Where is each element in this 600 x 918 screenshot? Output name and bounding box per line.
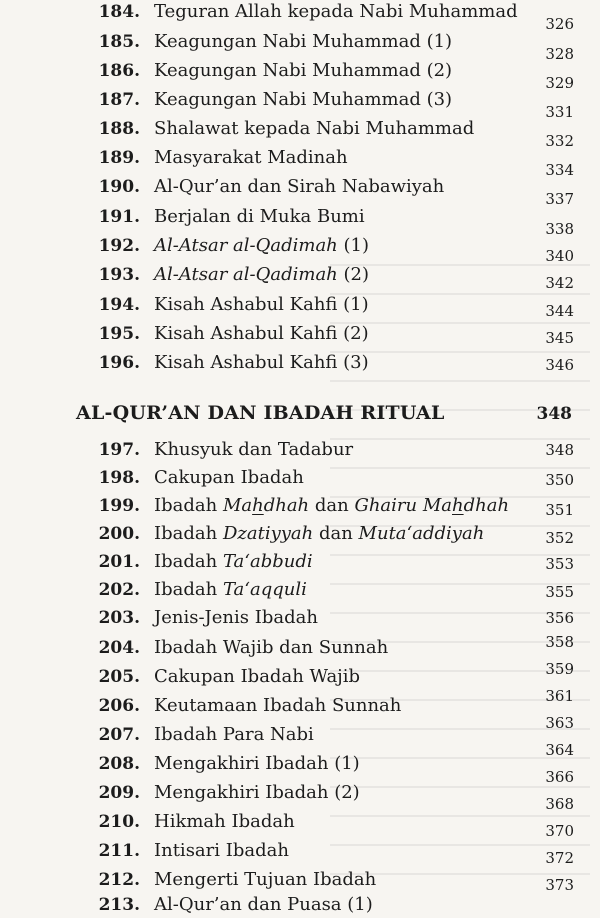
entry-title: Kisah Ashabul Kahfi (2) xyxy=(154,323,369,344)
entry-title: Kisah Ashabul Kahfi (3) xyxy=(154,352,369,373)
entry-page: 334 xyxy=(545,161,574,179)
entry-number: 185. xyxy=(98,32,140,52)
entry-number: 197. xyxy=(98,440,140,460)
entry-page: 337 xyxy=(545,190,574,208)
entry-page: 331 xyxy=(545,103,574,121)
entry-title: Mengakhiri Ibadah (1) xyxy=(154,753,360,774)
entry-page: 351 xyxy=(545,501,574,519)
toc-entry-196 xyxy=(0,351,600,379)
entry-title-underlined: h xyxy=(252,495,264,516)
entry-title: Jenis-Jenis Ibadah xyxy=(154,607,318,628)
entry-page: 352 xyxy=(545,529,574,547)
entry-title xyxy=(154,234,369,258)
entry-page: 342 xyxy=(545,274,574,292)
toc-entry-205 xyxy=(0,660,600,693)
toc-entry-207 xyxy=(0,714,600,751)
entry-number: 200. xyxy=(98,524,140,544)
entry-page: 373 xyxy=(545,876,574,894)
entry-title-part: Ghairu Ma xyxy=(354,495,452,516)
entry-page: 359 xyxy=(545,660,574,678)
entry-title: Al-Qur’an dan Sirah Nabawiyah xyxy=(154,176,445,197)
entry-title-part: Ibadah xyxy=(154,523,223,544)
entry-number: 213. xyxy=(98,895,140,915)
entry-title: Keagungan Nabi Muhammad (3) xyxy=(154,89,453,110)
toc-entry-197 xyxy=(0,438,600,466)
entry-page: 372 xyxy=(545,849,574,867)
entry-title: Mengakhiri Ibadah (2) xyxy=(154,782,360,803)
toc-entry-202 xyxy=(0,578,600,606)
entry-number: 187. xyxy=(98,90,140,110)
entry-title-part: Ma xyxy=(222,495,253,516)
toc-entry-208 xyxy=(0,741,600,780)
entry-page: 350 xyxy=(545,471,574,489)
entry-title: Intisari Ibadah xyxy=(154,840,289,861)
entry-title-italic: Ta‘abbudi xyxy=(222,551,313,572)
entry-title-suffix: (1) xyxy=(337,235,369,256)
entry-number: 209. xyxy=(98,783,140,803)
entry-title-part: dan xyxy=(313,523,359,544)
entry-title: Masyarakat Madinah xyxy=(154,147,348,168)
entry-title-italic: Al-Atsar al-Qadimah xyxy=(154,264,338,285)
entry-number: 210. xyxy=(98,812,140,832)
entry-number: 186. xyxy=(98,61,140,81)
entry-title: Keagungan Nabi Muhammad (1) xyxy=(154,31,453,52)
toc-entry-209 xyxy=(0,768,600,809)
entry-title: Mengerti Tujuan Ibadah xyxy=(154,869,377,890)
entry-title-part: dan xyxy=(309,495,355,516)
toc-entry-201 xyxy=(0,550,600,578)
entry-title: Cakupan Ibadah Wajib xyxy=(154,666,361,687)
toc-entry-184 xyxy=(0,0,600,33)
entry-title: Keutamaan Ibadah Sunnah xyxy=(154,695,402,716)
entry-number: 193. xyxy=(98,265,140,285)
toc-entry-195 xyxy=(0,322,600,350)
entry-title-part: Ibadah xyxy=(154,579,223,600)
entry-title-italic: Ta‘aqquli xyxy=(222,579,307,600)
entry-page: 353 xyxy=(545,555,574,573)
entry-title: Ibadah Wajib dan Sunnah xyxy=(154,637,389,658)
entry-title xyxy=(154,494,509,518)
entry-number: 192. xyxy=(98,236,140,256)
entry-page: 328 xyxy=(545,45,574,63)
toc-entry-186 xyxy=(0,59,600,92)
entry-page: 356 xyxy=(545,609,574,627)
entry-page: 332 xyxy=(545,132,574,150)
entry-number: 211. xyxy=(98,841,140,861)
entry-number: 212. xyxy=(98,870,140,890)
entry-title-part: Ibadah xyxy=(154,551,223,572)
toc-entry-200 xyxy=(0,522,600,550)
entry-title: Berjalan di Muka Bumi xyxy=(154,206,365,227)
entry-number: 188. xyxy=(98,119,140,139)
entry-title-italic xyxy=(354,495,509,516)
entry-page: 363 xyxy=(545,714,574,732)
entry-title-italic: Dzatiyyah xyxy=(222,523,314,544)
entry-page: 361 xyxy=(545,687,574,705)
entry-page: 366 xyxy=(545,768,574,786)
entry-page: 326 xyxy=(545,15,574,33)
toc-entry-194 xyxy=(0,293,600,321)
toc-entry-191 xyxy=(0,205,600,238)
toc-entry-192 xyxy=(0,234,600,265)
entry-page: 340 xyxy=(545,247,574,265)
entry-number: 184. xyxy=(98,2,140,22)
section-title: AL-QUR’AN DAN IBADAH RITUAL xyxy=(76,402,445,424)
entry-title-part: dhah xyxy=(463,495,510,516)
entry-page: 338 xyxy=(545,220,574,238)
entry-page: 345 xyxy=(545,329,574,347)
entry-number: 205. xyxy=(98,667,140,687)
entry-number: 201. xyxy=(98,552,140,572)
toc-entry-188 xyxy=(0,117,600,150)
toc-entry-190 xyxy=(0,175,600,208)
entry-number: 196. xyxy=(98,353,140,373)
entry-number: 199. xyxy=(98,496,140,516)
entry-title: Khusyuk dan Tadabur xyxy=(154,439,354,460)
entry-title: Shalawat kepada Nabi Muhammad xyxy=(154,118,475,139)
entry-number: 198. xyxy=(98,468,140,488)
entry-number: 190. xyxy=(98,177,140,197)
entry-page: 329 xyxy=(545,74,574,92)
entry-title xyxy=(154,578,307,602)
entry-number: 204. xyxy=(98,638,140,658)
entry-title-part: Ibadah xyxy=(154,495,223,516)
entry-title-underlined: h xyxy=(452,495,464,516)
entry-title-italic: Al-Atsar al-Qadimah xyxy=(154,235,338,256)
entry-title xyxy=(154,522,484,546)
toc-entry-198 xyxy=(0,466,600,494)
entry-title: Kisah Ashabul Kahfi (1) xyxy=(154,294,369,315)
toc-entry-204 xyxy=(0,633,600,664)
entry-page: 348 xyxy=(545,441,574,459)
entry-number: 202. xyxy=(98,580,140,600)
section-heading xyxy=(76,400,596,430)
entry-title-suffix: (2) xyxy=(337,264,369,285)
entry-title-italic: Muta‘addiyah xyxy=(358,523,485,544)
toc-entry-193 xyxy=(0,263,600,291)
entry-number: 208. xyxy=(98,754,140,774)
toc-entry-199 xyxy=(0,494,600,522)
entry-number: 191. xyxy=(98,207,140,227)
toc-entry-210 xyxy=(0,795,600,838)
toc-entry-206 xyxy=(0,687,600,722)
entry-page: 368 xyxy=(545,795,574,813)
entry-page: 370 xyxy=(545,822,574,840)
entry-number: 206. xyxy=(98,696,140,716)
entry-title: Ibadah Para Nabi xyxy=(154,724,314,745)
entry-number: 203. xyxy=(98,608,140,628)
entry-title: Teguran Allah kepada Nabi Muhammad xyxy=(154,1,518,22)
entry-number: 194. xyxy=(98,295,140,315)
entry-title xyxy=(154,550,313,574)
entry-title: Keagungan Nabi Muhammad (2) xyxy=(154,60,453,81)
entry-number: 195. xyxy=(98,324,140,344)
entry-title-part: dhah xyxy=(263,495,310,516)
entry-page: 344 xyxy=(545,302,574,320)
toc-entry-185 xyxy=(0,30,600,63)
toc-entry-187 xyxy=(0,88,600,121)
toc-entry-189 xyxy=(0,146,600,179)
entry-title: Hikmah Ibadah xyxy=(154,811,295,832)
entry-title xyxy=(154,263,369,287)
entry-title-italic xyxy=(223,495,309,516)
toc-entry-203 xyxy=(0,606,600,634)
entry-page: 358 xyxy=(545,633,574,651)
section-page: 348 xyxy=(536,404,572,424)
entry-title: Cakupan Ibadah xyxy=(154,467,304,488)
entry-title: Al-Qur’an dan Puasa (1) xyxy=(154,894,373,915)
entry-number: 207. xyxy=(98,725,140,745)
entry-page: 346 xyxy=(545,356,574,374)
entry-number: 189. xyxy=(98,148,140,168)
entry-page: 355 xyxy=(545,583,574,601)
entry-page: 364 xyxy=(545,741,574,759)
